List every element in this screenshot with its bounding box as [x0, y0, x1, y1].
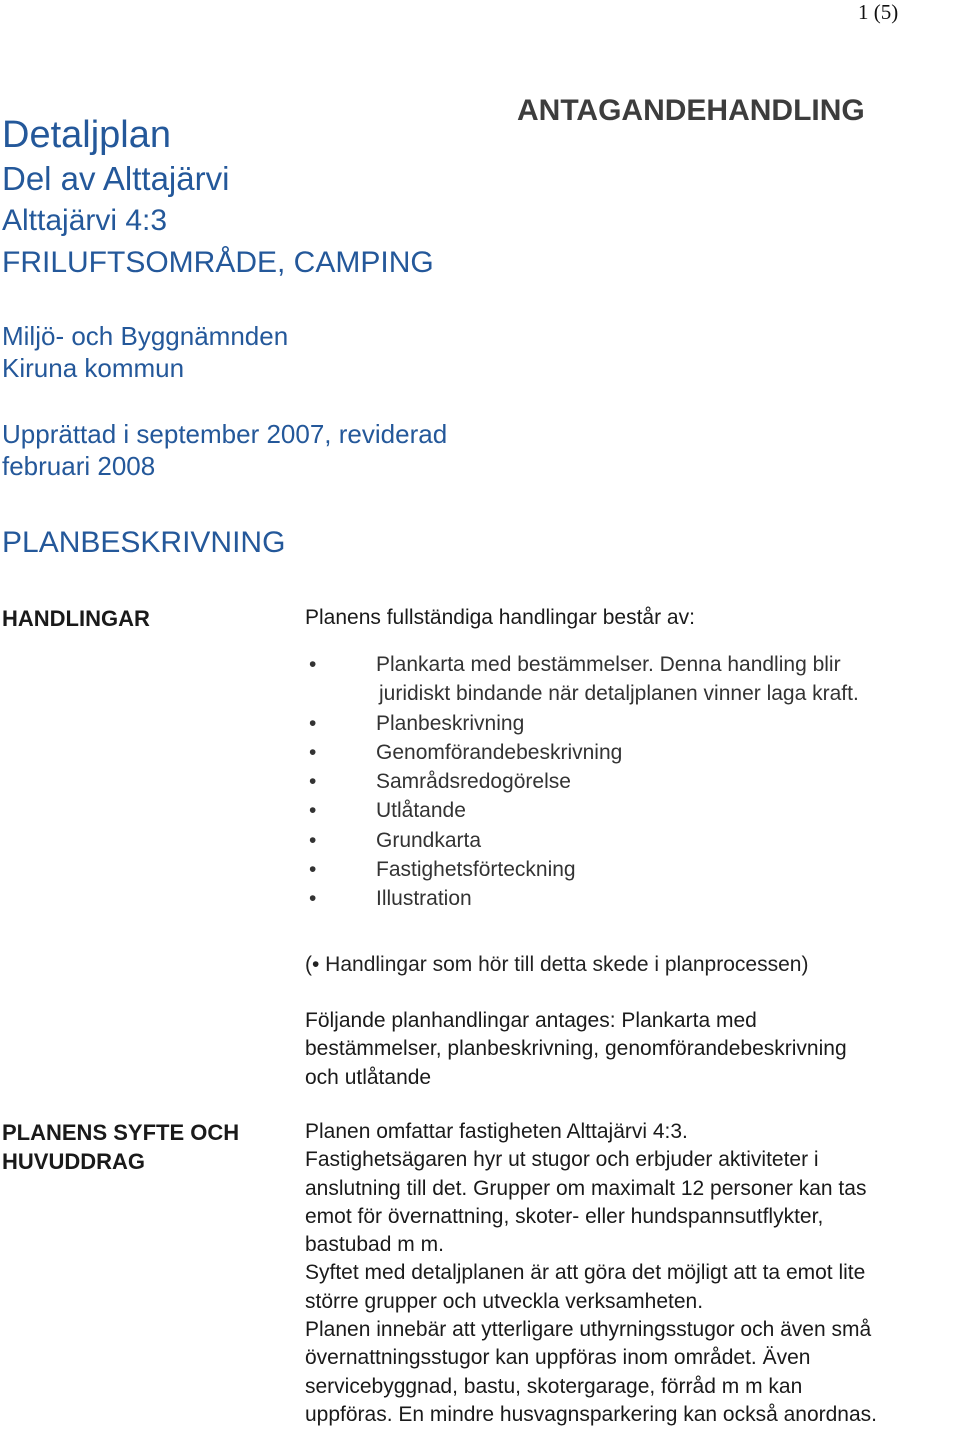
- adopted-line-3: och utlåtande: [305, 1065, 432, 1089]
- section-heading-purpose: [2, 1118, 239, 1176]
- paragraph-line: Fastighetsägaren hyr ut stugor och erbjuder aktiviteter i: [305, 1148, 819, 1172]
- paragraph-line: emot för övernattning, skoter- eller hundspannsutflykter,: [305, 1204, 824, 1228]
- handlingar-note: (• Handlingar som hör till detta skede i planprocessen): [305, 953, 809, 976]
- prepared-line-2: februari 2008: [2, 451, 156, 481]
- handlingar-list: [305, 650, 945, 914]
- document-stage-label: ANTAGANDEHANDLING: [517, 94, 865, 127]
- handlingar-heading-text: HANDLINGAR: [2, 606, 150, 631]
- title-line-2: Del av Alttajärvi: [2, 160, 230, 197]
- bullet-icon: •: [309, 653, 317, 676]
- list-item-text: Genomförandebeskrivning: [376, 740, 623, 764]
- list-item: [305, 826, 945, 855]
- document-title: PLANBESKRIVNING: [2, 526, 286, 559]
- paragraph-line: Syftet med detaljplanen är att göra det möjligt att ta emot lite: [305, 1261, 866, 1285]
- bullet-icon: •: [309, 799, 317, 823]
- bullet-icon: •: [309, 828, 317, 852]
- section-heading-handlingar: [2, 604, 150, 633]
- list-item: [305, 738, 945, 767]
- title-line-3: Alttajärvi 4:3: [2, 204, 168, 237]
- list-item-text: Plankarta med bestämmelser. Denna handling blir: [376, 653, 841, 676]
- list-item: [305, 650, 945, 709]
- title-line-4: FRILUFTSOMRÅDE, CAMPING: [2, 246, 434, 279]
- title-line-1: Detaljplan: [2, 114, 171, 156]
- authority: [2, 320, 288, 384]
- list-item: [305, 767, 945, 796]
- adopted-line-1: Följande planhandlingar antages: Plankarta med: [305, 1009, 757, 1032]
- list-item-text: Illustration: [376, 887, 472, 911]
- paragraph-line: servicebyggnad, bastu, skotergarage, förråd m m kan: [305, 1374, 803, 1398]
- bullet-icon: •: [309, 887, 317, 911]
- list-item: [305, 855, 945, 884]
- bullet-icon: •: [309, 711, 317, 735]
- paragraph-line: Planen innebär att ytterligare uthyrningsstugor och även små: [305, 1318, 872, 1342]
- paragraph-line: bastubad m m.: [305, 1233, 444, 1257]
- purpose-heading-line-2: HUVUDDRAG: [2, 1149, 145, 1174]
- adopted-line-2: bestämmelser, planbeskrivning, genomförandebeskrivning: [305, 1037, 847, 1061]
- list-item: [305, 884, 945, 913]
- paragraph-line: anslutning till det. Grupper om maximalt 12 personer kan tas: [305, 1176, 867, 1200]
- paragraph-line: övernattningsstugor kan uppföras inom området. Även: [305, 1346, 811, 1370]
- prepared-line-1: Upprättad i september 2007, reviderad: [2, 419, 448, 449]
- paragraph-line: större grupper och utveckla verksamheten.: [305, 1289, 704, 1313]
- list-item-text: Utlåtande: [376, 799, 466, 823]
- list-item-text: Samrådsredogörelse: [376, 770, 571, 794]
- purpose-text: [305, 1118, 877, 1429]
- list-item-text: Fastighetsförteckning: [376, 858, 576, 882]
- list-item-text: Planbeskrivning: [376, 711, 525, 735]
- paragraph-line: Planen omfattar fastigheten Alttajärvi 4:3.: [305, 1120, 688, 1143]
- adopted-documents: [305, 1007, 847, 1092]
- authority-line-2: Kiruna kommun: [2, 353, 185, 383]
- plan-title: [2, 112, 434, 284]
- list-item-text: Grundkarta: [376, 828, 482, 852]
- bullet-icon: •: [309, 740, 317, 764]
- handlingar-intro: Planens fullständiga handlingar består av:: [305, 606, 695, 629]
- list-item-text-continued: juridiskt bindande när detaljplanen vinner laga kraft.: [379, 682, 859, 706]
- bullet-icon: •: [309, 858, 317, 882]
- paragraph-line: uppföras. En mindre husvagnsparkering kan också anordnas.: [305, 1402, 878, 1426]
- authority-line-1: Miljö- och Byggnämnden: [2, 321, 289, 351]
- bullet-icon: •: [309, 770, 317, 794]
- purpose-heading-line-1: PLANENS SYFTE OCH: [2, 1120, 240, 1145]
- page-number: 1 (5): [858, 0, 899, 24]
- prepared-date: [2, 418, 447, 482]
- list-item: [305, 709, 945, 738]
- list-item: [305, 796, 945, 825]
